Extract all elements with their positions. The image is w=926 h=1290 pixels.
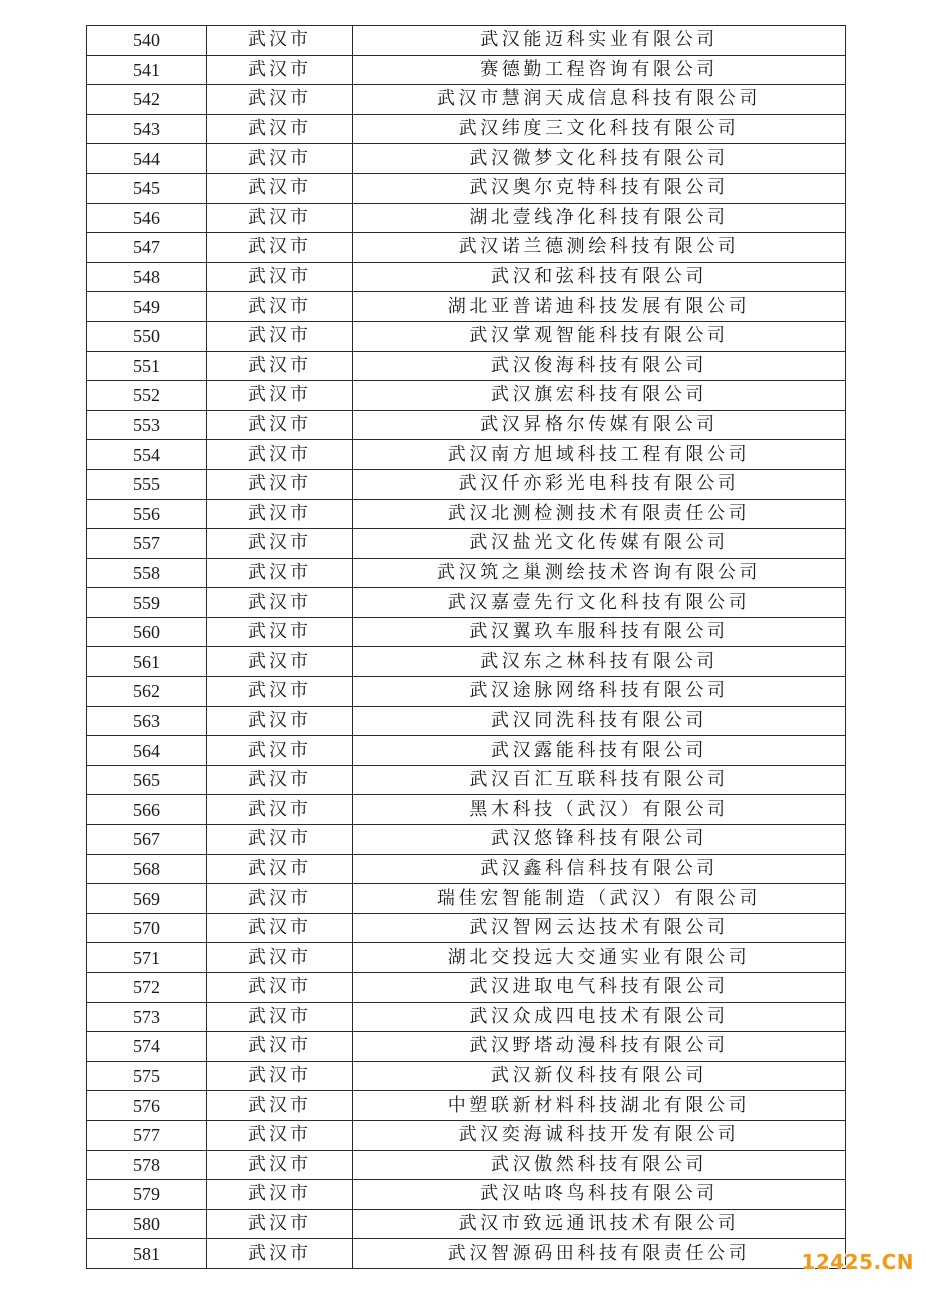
city-cell: 武汉市 bbox=[207, 529, 353, 559]
row-number-cell: 543 bbox=[87, 114, 207, 144]
company-name-cell: 武汉掌观智能科技有限公司 bbox=[353, 321, 846, 351]
company-name-cell: 武汉翼玖车服科技有限公司 bbox=[353, 617, 846, 647]
city-cell: 武汉市 bbox=[207, 617, 353, 647]
table-row bbox=[87, 973, 846, 1003]
row-number-cell: 571 bbox=[87, 943, 207, 973]
row-number-cell: 540 bbox=[87, 26, 207, 56]
company-name-cell: 武汉市慧润天成信息科技有限公司 bbox=[353, 85, 846, 115]
row-number-cell: 573 bbox=[87, 1002, 207, 1032]
company-name-cell: 武汉野塔动漫科技有限公司 bbox=[353, 1032, 846, 1062]
row-number-cell: 572 bbox=[87, 973, 207, 1003]
row-number-cell: 546 bbox=[87, 203, 207, 233]
row-number-cell: 575 bbox=[87, 1061, 207, 1091]
row-number-cell: 562 bbox=[87, 677, 207, 707]
table-row bbox=[87, 262, 846, 292]
table-row bbox=[87, 440, 846, 470]
city-cell: 武汉市 bbox=[207, 736, 353, 766]
city-cell: 武汉市 bbox=[207, 913, 353, 943]
table-row bbox=[87, 913, 846, 943]
city-cell: 武汉市 bbox=[207, 233, 353, 263]
row-number-cell: 574 bbox=[87, 1032, 207, 1062]
row-number-cell: 576 bbox=[87, 1091, 207, 1121]
company-name-cell: 武汉微梦文化科技有限公司 bbox=[353, 144, 846, 174]
city-cell: 武汉市 bbox=[207, 825, 353, 855]
row-number-cell: 550 bbox=[87, 321, 207, 351]
company-name-cell: 武汉鑫科信科技有限公司 bbox=[353, 854, 846, 884]
row-number-cell: 579 bbox=[87, 1180, 207, 1210]
company-name-cell: 武汉傲然科技有限公司 bbox=[353, 1150, 846, 1180]
city-cell: 武汉市 bbox=[207, 173, 353, 203]
company-name-cell: 武汉同洗科技有限公司 bbox=[353, 706, 846, 736]
city-cell: 武汉市 bbox=[207, 114, 353, 144]
table-row bbox=[87, 677, 846, 707]
table-row bbox=[87, 1061, 846, 1091]
city-cell: 武汉市 bbox=[207, 292, 353, 322]
city-cell: 武汉市 bbox=[207, 1239, 353, 1269]
row-number-cell: 563 bbox=[87, 706, 207, 736]
company-name-cell: 武汉咕咚鸟科技有限公司 bbox=[353, 1180, 846, 1210]
company-name-cell: 武汉众成四电技术有限公司 bbox=[353, 1002, 846, 1032]
table-row bbox=[87, 203, 846, 233]
city-cell: 武汉市 bbox=[207, 854, 353, 884]
table-row bbox=[87, 85, 846, 115]
table-row bbox=[87, 1209, 846, 1239]
table-row bbox=[87, 381, 846, 411]
city-cell: 武汉市 bbox=[207, 1120, 353, 1150]
city-cell: 武汉市 bbox=[207, 884, 353, 914]
company-name-cell: 湖北交投远大交通实业有限公司 bbox=[353, 943, 846, 973]
table-row bbox=[87, 1002, 846, 1032]
table-row bbox=[87, 706, 846, 736]
table-row bbox=[87, 647, 846, 677]
row-number-cell: 577 bbox=[87, 1120, 207, 1150]
city-cell: 武汉市 bbox=[207, 973, 353, 1003]
company-name-cell: 武汉百汇互联科技有限公司 bbox=[353, 765, 846, 795]
row-number-cell: 544 bbox=[87, 144, 207, 174]
company-name-cell: 瑞佳宏智能制造（武汉）有限公司 bbox=[353, 884, 846, 914]
city-cell: 武汉市 bbox=[207, 677, 353, 707]
table-row bbox=[87, 233, 846, 263]
company-name-cell: 武汉奥尔克特科技有限公司 bbox=[353, 173, 846, 203]
company-name-cell: 武汉智源码田科技有限责任公司 bbox=[353, 1239, 846, 1269]
row-number-cell: 561 bbox=[87, 647, 207, 677]
table-row bbox=[87, 1120, 846, 1150]
row-number-cell: 581 bbox=[87, 1239, 207, 1269]
company-name-cell: 武汉进取电气科技有限公司 bbox=[353, 973, 846, 1003]
city-cell: 武汉市 bbox=[207, 647, 353, 677]
row-number-cell: 549 bbox=[87, 292, 207, 322]
city-cell: 武汉市 bbox=[207, 1002, 353, 1032]
city-cell: 武汉市 bbox=[207, 1150, 353, 1180]
table-row bbox=[87, 795, 846, 825]
company-name-cell: 武汉南方旭域科技工程有限公司 bbox=[353, 440, 846, 470]
table-row bbox=[87, 1032, 846, 1062]
company-name-cell: 武汉和弦科技有限公司 bbox=[353, 262, 846, 292]
company-name-cell: 武汉仟亦彩光电科技有限公司 bbox=[353, 469, 846, 499]
row-number-cell: 541 bbox=[87, 55, 207, 85]
company-name-cell: 武汉市致远通讯技术有限公司 bbox=[353, 1209, 846, 1239]
table-row bbox=[87, 854, 846, 884]
city-cell: 武汉市 bbox=[207, 943, 353, 973]
city-cell: 武汉市 bbox=[207, 469, 353, 499]
company-name-cell: 武汉昇格尔传媒有限公司 bbox=[353, 410, 846, 440]
row-number-cell: 559 bbox=[87, 588, 207, 618]
company-name-cell: 中塑联新材料科技湖北有限公司 bbox=[353, 1091, 846, 1121]
city-cell: 武汉市 bbox=[207, 351, 353, 381]
table-row bbox=[87, 825, 846, 855]
company-name-cell: 武汉筑之巢测绘技术咨询有限公司 bbox=[353, 558, 846, 588]
row-number-cell: 578 bbox=[87, 1150, 207, 1180]
row-number-cell: 555 bbox=[87, 469, 207, 499]
city-cell: 武汉市 bbox=[207, 1180, 353, 1210]
row-number-cell: 569 bbox=[87, 884, 207, 914]
city-cell: 武汉市 bbox=[207, 381, 353, 411]
company-name-cell: 武汉能迈科实业有限公司 bbox=[353, 26, 846, 56]
city-cell: 武汉市 bbox=[207, 26, 353, 56]
table-row bbox=[87, 351, 846, 381]
row-number-cell: 557 bbox=[87, 529, 207, 559]
company-name-cell: 武汉东之林科技有限公司 bbox=[353, 647, 846, 677]
table-row bbox=[87, 321, 846, 351]
company-roster-body bbox=[87, 26, 846, 1269]
company-name-cell: 武汉奕海诚科技开发有限公司 bbox=[353, 1120, 846, 1150]
table-row bbox=[87, 588, 846, 618]
site-watermark: 12425.CN bbox=[801, 1250, 914, 1274]
city-cell: 武汉市 bbox=[207, 262, 353, 292]
city-cell: 武汉市 bbox=[207, 706, 353, 736]
row-number-cell: 547 bbox=[87, 233, 207, 263]
city-cell: 武汉市 bbox=[207, 1032, 353, 1062]
table-row bbox=[87, 1239, 846, 1269]
city-cell: 武汉市 bbox=[207, 1209, 353, 1239]
table-row bbox=[87, 617, 846, 647]
table-row bbox=[87, 1150, 846, 1180]
city-cell: 武汉市 bbox=[207, 440, 353, 470]
company-name-cell: 武汉悠锋科技有限公司 bbox=[353, 825, 846, 855]
city-cell: 武汉市 bbox=[207, 1091, 353, 1121]
table-row bbox=[87, 529, 846, 559]
city-cell: 武汉市 bbox=[207, 588, 353, 618]
row-number-cell: 564 bbox=[87, 736, 207, 766]
table-row bbox=[87, 1091, 846, 1121]
company-name-cell: 赛德勤工程咨询有限公司 bbox=[353, 55, 846, 85]
table-row bbox=[87, 26, 846, 56]
company-name-cell: 武汉嘉壹先行文化科技有限公司 bbox=[353, 588, 846, 618]
table-row bbox=[87, 736, 846, 766]
row-number-cell: 560 bbox=[87, 617, 207, 647]
row-number-cell: 570 bbox=[87, 913, 207, 943]
company-roster-table bbox=[86, 25, 846, 1269]
city-cell: 武汉市 bbox=[207, 558, 353, 588]
city-cell: 武汉市 bbox=[207, 1061, 353, 1091]
table-row bbox=[87, 55, 846, 85]
city-cell: 武汉市 bbox=[207, 55, 353, 85]
city-cell: 武汉市 bbox=[207, 795, 353, 825]
table-row bbox=[87, 469, 846, 499]
company-name-cell: 武汉露能科技有限公司 bbox=[353, 736, 846, 766]
company-name-cell: 武汉诺兰德测绘科技有限公司 bbox=[353, 233, 846, 263]
company-name-cell: 武汉俊海科技有限公司 bbox=[353, 351, 846, 381]
table-row bbox=[87, 1180, 846, 1210]
row-number-cell: 542 bbox=[87, 85, 207, 115]
row-number-cell: 554 bbox=[87, 440, 207, 470]
row-number-cell: 553 bbox=[87, 410, 207, 440]
table-row bbox=[87, 173, 846, 203]
company-name-cell: 湖北亚普诺迪科技发展有限公司 bbox=[353, 292, 846, 322]
row-number-cell: 556 bbox=[87, 499, 207, 529]
table-row bbox=[87, 765, 846, 795]
company-name-cell: 湖北壹线净化科技有限公司 bbox=[353, 203, 846, 233]
table-row bbox=[87, 884, 846, 914]
row-number-cell: 551 bbox=[87, 351, 207, 381]
city-cell: 武汉市 bbox=[207, 765, 353, 795]
city-cell: 武汉市 bbox=[207, 144, 353, 174]
table-row bbox=[87, 943, 846, 973]
company-name-cell: 武汉新仪科技有限公司 bbox=[353, 1061, 846, 1091]
city-cell: 武汉市 bbox=[207, 321, 353, 351]
row-number-cell: 552 bbox=[87, 381, 207, 411]
table-row bbox=[87, 292, 846, 322]
table-row bbox=[87, 558, 846, 588]
row-number-cell: 558 bbox=[87, 558, 207, 588]
company-name-cell: 武汉旗宏科技有限公司 bbox=[353, 381, 846, 411]
row-number-cell: 580 bbox=[87, 1209, 207, 1239]
row-number-cell: 567 bbox=[87, 825, 207, 855]
row-number-cell: 565 bbox=[87, 765, 207, 795]
city-cell: 武汉市 bbox=[207, 203, 353, 233]
table-row bbox=[87, 410, 846, 440]
company-name-cell: 武汉智网云达技术有限公司 bbox=[353, 913, 846, 943]
city-cell: 武汉市 bbox=[207, 499, 353, 529]
row-number-cell: 566 bbox=[87, 795, 207, 825]
city-cell: 武汉市 bbox=[207, 85, 353, 115]
company-name-cell: 武汉纬度三文化科技有限公司 bbox=[353, 114, 846, 144]
city-cell: 武汉市 bbox=[207, 410, 353, 440]
table-row bbox=[87, 144, 846, 174]
row-number-cell: 545 bbox=[87, 173, 207, 203]
company-name-cell: 武汉途脉网络科技有限公司 bbox=[353, 677, 846, 707]
table-row bbox=[87, 114, 846, 144]
company-name-cell: 武汉盐光文化传媒有限公司 bbox=[353, 529, 846, 559]
row-number-cell: 548 bbox=[87, 262, 207, 292]
table-row bbox=[87, 499, 846, 529]
company-name-cell: 黑木科技（武汉）有限公司 bbox=[353, 795, 846, 825]
company-name-cell: 武汉北测检测技术有限责任公司 bbox=[353, 499, 846, 529]
row-number-cell: 568 bbox=[87, 854, 207, 884]
